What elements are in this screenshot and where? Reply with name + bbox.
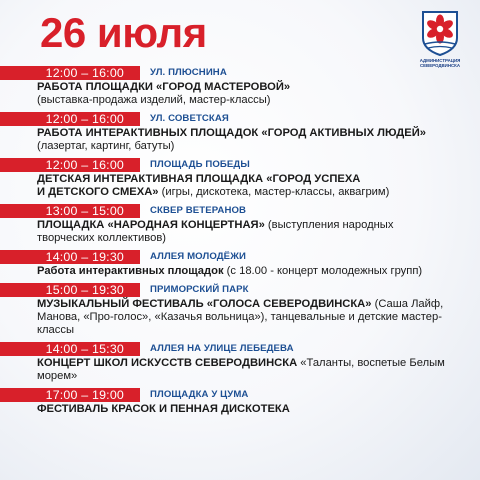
event-list	[0, 66, 480, 421]
time-badge: 15:00 – 19:30	[0, 283, 140, 297]
event-title-text: ДЕТСКАЯ ИНТЕРАКТИВНАЯ ПЛОЩАДКА «ГОРОД УСПЕХА	[37, 173, 361, 185]
event-title-text: ФЕСТИВАЛЬ КРАСОК И ПЕННАЯ ДИСКОТЕКА	[37, 403, 290, 415]
event-header	[0, 66, 480, 80]
description-line	[37, 81, 468, 94]
event-description	[37, 298, 468, 337]
event-location: СКВЕР ВЕТЕРАНОВ	[150, 205, 247, 216]
event-item	[0, 342, 480, 383]
event-location: АЛЛЕЯ МОЛОДЁЖИ	[150, 251, 246, 262]
event-header	[0, 283, 480, 297]
event-detail-text: (выставка-продажа изделий, мастер-классы)	[37, 94, 271, 106]
event-description	[37, 127, 468, 153]
event-header	[0, 158, 480, 172]
page-title: 26 июля	[40, 9, 207, 56]
event-item	[0, 388, 480, 416]
event-description	[37, 81, 468, 107]
time-badge: 17:00 – 19:00	[0, 388, 140, 402]
event-detail-text: (с 18.00 - концерт молодежных групп)	[223, 265, 423, 277]
event-location: ПРИМОРСКИЙ ПАРК	[150, 284, 249, 295]
event-location: УЛ. СОВЕТСКАЯ	[150, 113, 229, 124]
description-line	[37, 186, 468, 199]
event-title-text: КОНЦЕРТ ШКОЛ ИСКУССТВ СЕВЕРОДВИНСКА	[37, 357, 298, 369]
logo-caption-line1: АДМИНИСТРАЦИЯ	[419, 58, 461, 63]
description-line	[37, 311, 468, 337]
description-line	[37, 403, 468, 416]
event-item	[0, 66, 480, 107]
event-title-text: Работа интерактивных площадок	[37, 265, 224, 277]
event-description	[37, 265, 468, 278]
event-title-text: МУЗЫКАЛЬНЫЙ ФЕСТИВАЛЬ «ГОЛОСА СЕВЕРОДВИНСКА»	[37, 298, 372, 310]
time-badge: 12:00 – 16:00	[0, 112, 140, 126]
event-location: УЛ. ПЛЮСНИНА	[150, 67, 227, 78]
description-line	[37, 265, 468, 278]
time-badge: 14:00 – 19:30	[0, 250, 140, 264]
event-title-text: РАБОТА ИНТЕРАКТИВНЫХ ПЛОЩАДОК «ГОРОД АКТИВНЫХ ЛЮДЕЙ»	[37, 127, 426, 139]
event-detail-text: творческих коллективов)	[37, 232, 167, 244]
description-line	[37, 219, 468, 232]
event-title-text: РАБОТА ПЛОЩАДКИ «ГОРОД МАСТЕРОВОЙ»	[37, 81, 291, 93]
event-item	[0, 204, 480, 245]
time-badge: 12:00 – 16:00	[0, 158, 140, 172]
event-header	[0, 250, 480, 264]
event-location: ПЛОЩАДЬ ПОБЕДЫ	[150, 159, 250, 170]
event-header	[0, 388, 480, 402]
event-title-text: И ДЕТСКОГО СМЕХА»	[37, 186, 159, 198]
event-detail-text: Манова, «Про-голос», «Казачья вольница»), танцевальные и детские мастер-классы	[37, 311, 442, 336]
event-header	[0, 342, 480, 356]
event-item	[0, 112, 480, 153]
event-detail-text: (игры, дискотека, мастер-классы, аквагрим)	[158, 186, 390, 198]
description-line	[37, 357, 468, 383]
logo-caption-line2: СЕВЕРОДВИНСКА	[419, 63, 461, 68]
event-description	[37, 219, 468, 245]
shield-flower-icon	[421, 10, 459, 56]
description-line	[37, 298, 468, 311]
event-description	[37, 403, 468, 416]
event-location: АЛЛЕЯ НА УЛИЦЕ ЛЕБЕДЕВА	[150, 343, 294, 354]
event-description	[37, 173, 468, 199]
event-location: ПЛОЩАДКА У ЦУМА	[150, 389, 249, 400]
description-line	[37, 232, 468, 245]
event-item	[0, 250, 480, 278]
description-line	[37, 94, 468, 107]
description-line	[37, 140, 468, 153]
description-line	[37, 173, 468, 186]
event-detail-text: (выступления народных	[264, 219, 394, 231]
event-detail-text: (Саша Лайф,	[371, 298, 444, 310]
time-badge: 12:00 – 16:00	[0, 66, 140, 80]
event-item	[0, 283, 480, 337]
time-badge: 14:00 – 15:30	[0, 342, 140, 356]
event-title-text: ПЛОЩАДКА «НАРОДНАЯ КОНЦЕРТНАЯ»	[37, 219, 265, 231]
event-item	[0, 158, 480, 199]
event-detail-text: «Таланты, воспетые Белым морем»	[37, 357, 445, 382]
event-detail-text: (лазертаг, картинг, батуты)	[37, 140, 175, 152]
description-line	[37, 127, 468, 140]
event-header	[0, 204, 480, 218]
event-header	[0, 112, 480, 126]
event-description	[37, 357, 468, 383]
time-badge: 13:00 – 15:00	[0, 204, 140, 218]
